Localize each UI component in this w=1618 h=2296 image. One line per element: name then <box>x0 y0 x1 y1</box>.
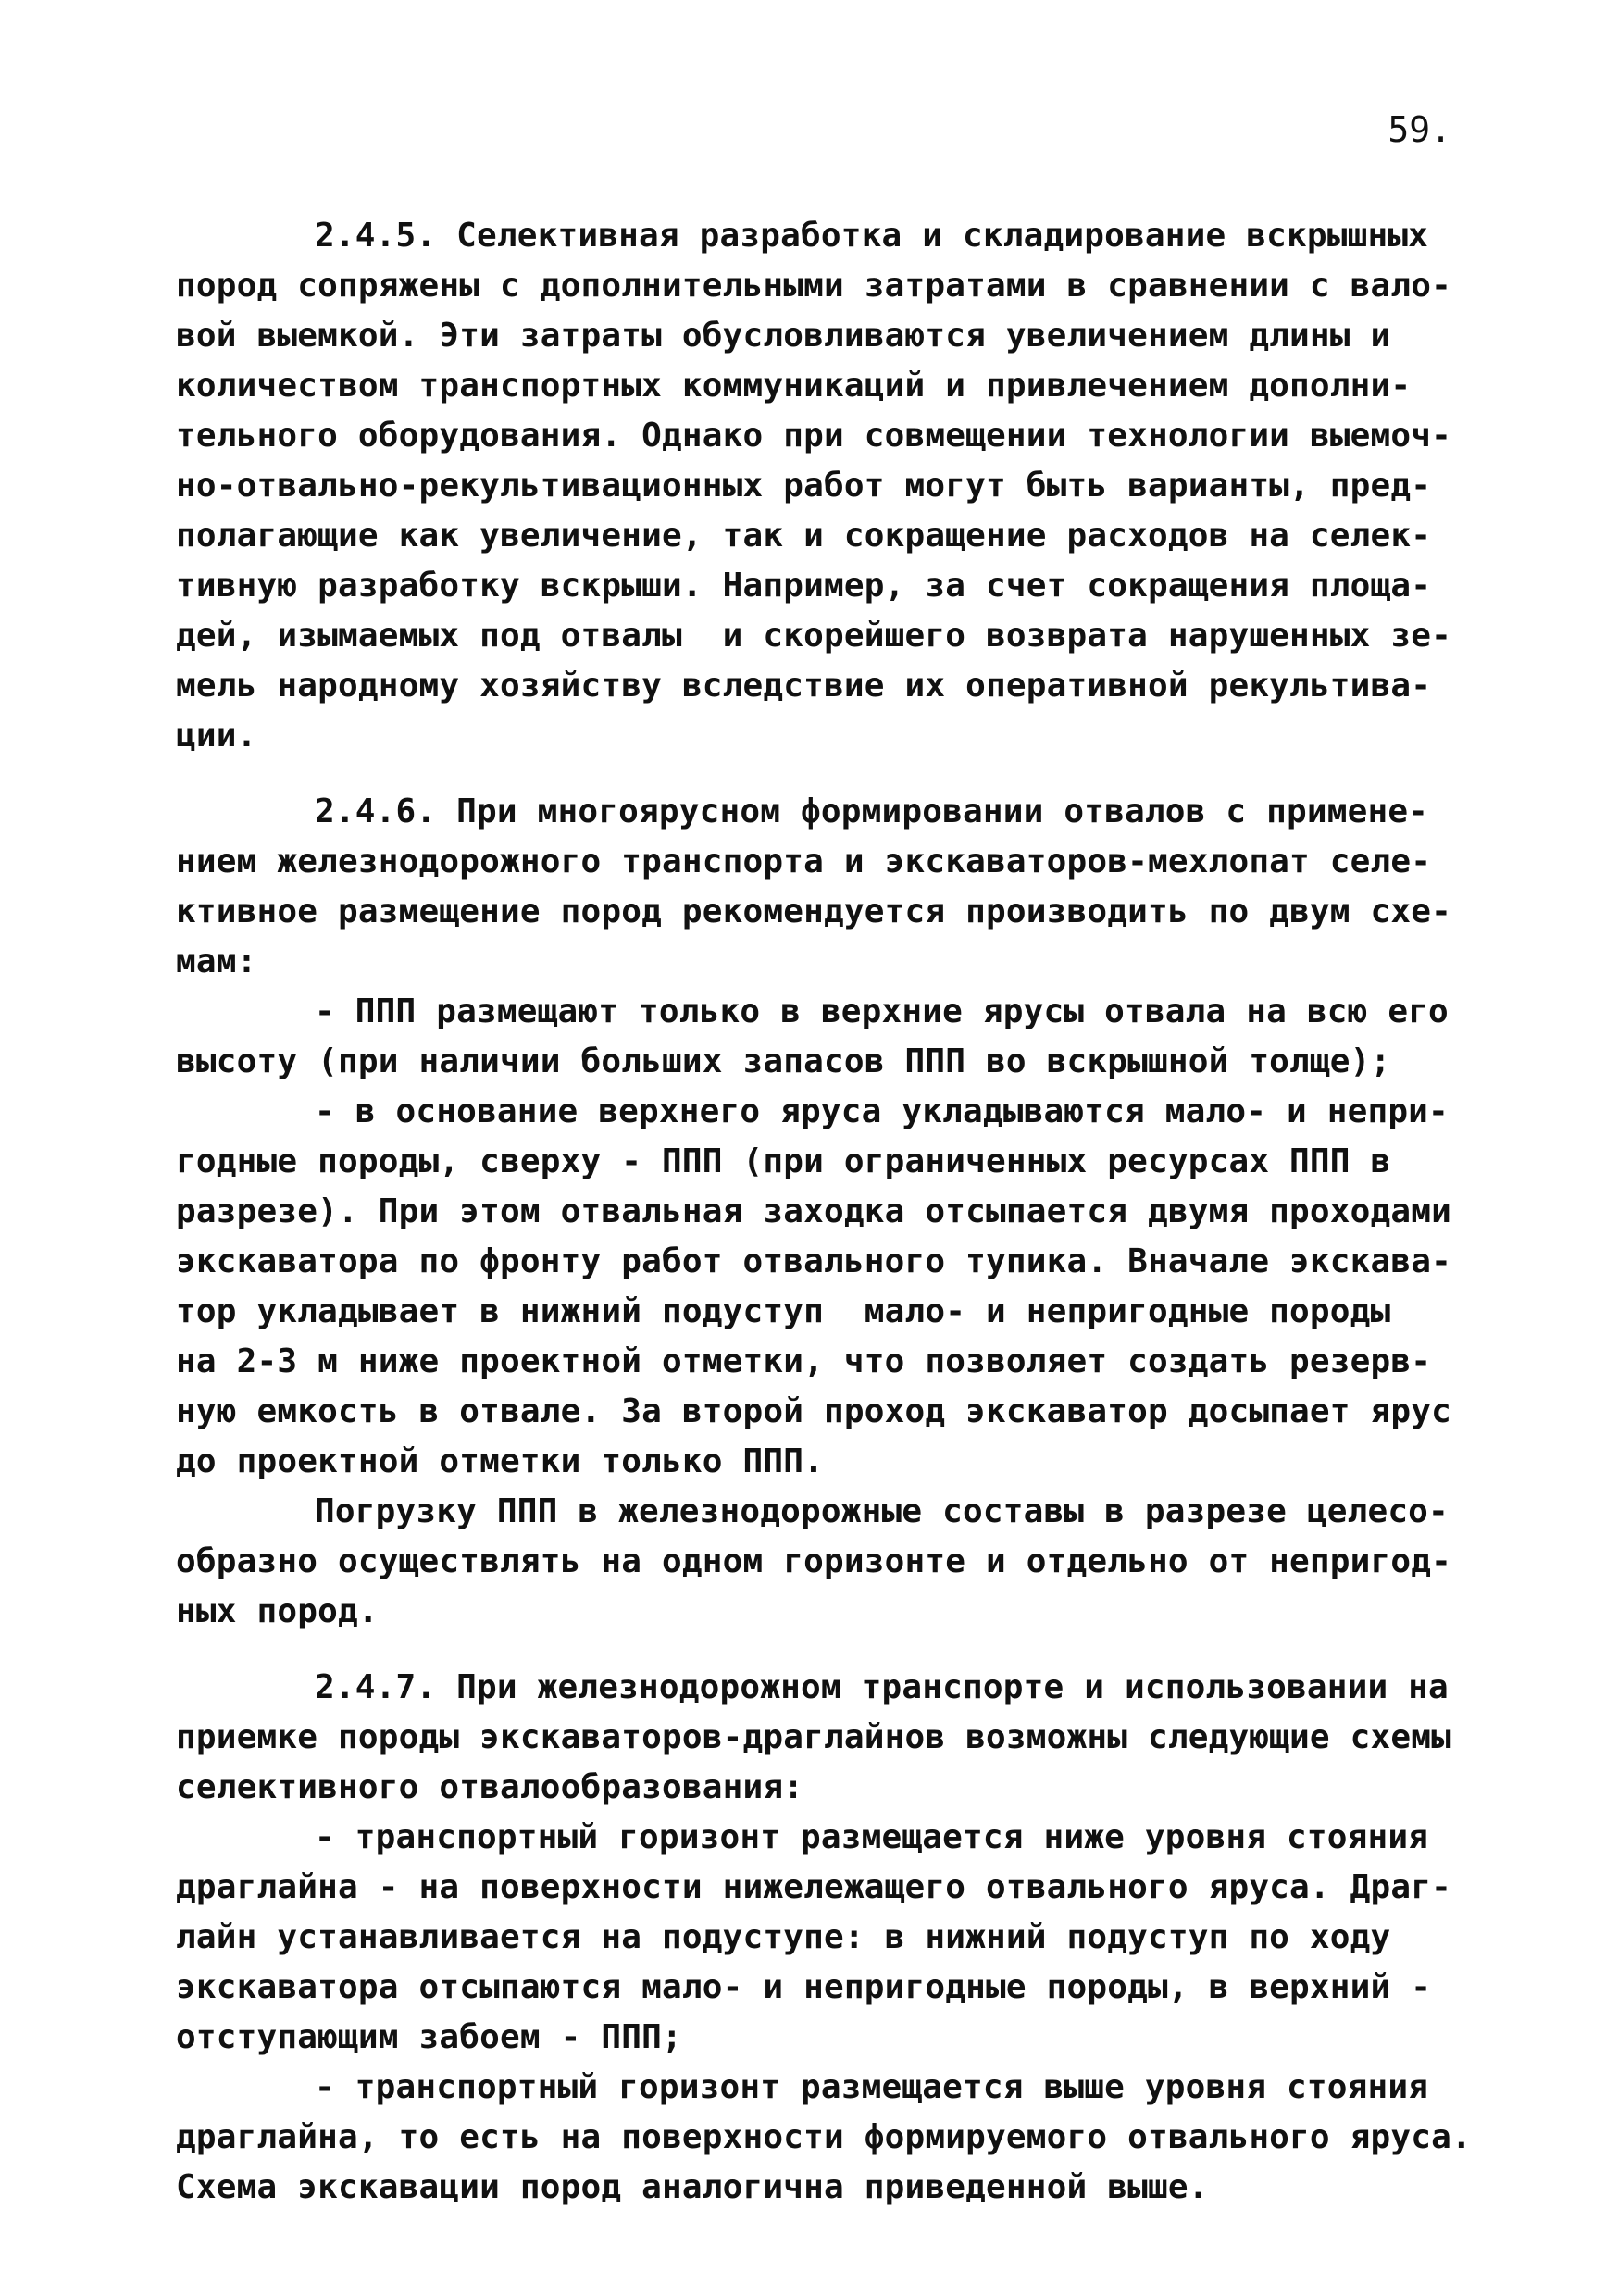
text-line: тельного оборудования. Однако при совмещении технологии выемоч- <box>176 417 1452 455</box>
paragraph-2-4-5 <box>176 211 1453 761</box>
text-line: тивную разработку вскрыши. Например, за счет сокращения площа- <box>176 567 1432 605</box>
text-line: вой выемкой. Эти затраты обусловливаются увеличением длины и <box>176 317 1391 355</box>
list-item-scheme-3 <box>176 1813 1453 2063</box>
text-line: высоту (при наличии больших запасов ППП во вскрышной толще); <box>176 1042 1391 1080</box>
text-line: 2.4.7. При железнодорожном транспорте и использовании на <box>315 1668 1449 1706</box>
page-number: 59. <box>1388 109 1451 150</box>
text-line: Погрузку ППП в железнодорожные составы в разрезе целесо- <box>315 1492 1449 1530</box>
paragraph-2-4-7 <box>176 1663 1453 1813</box>
text-line: пород сопряжены с дополнительными затратами в сравнении с вало- <box>176 267 1452 305</box>
text-line: тор укладывает в нижний подуступ мало- и непригодные породы <box>176 1292 1391 1330</box>
list-item-scheme-1 <box>176 987 1453 1087</box>
text-line: приемке породы экскаваторов-драглайнов возможны следующие схемы <box>176 1718 1452 1756</box>
text-line: драглайна - на поверхности нижележащего отвального яруса. Драг- <box>176 1868 1452 1906</box>
text-line: на 2-3 м ниже проектной отметки, что позволяет создать резерв- <box>176 1342 1432 1380</box>
text-line: нием железнодорожного транспорта и экскаваторов-мехлопат селе- <box>176 842 1432 880</box>
text-line: образно осуществлять на одном горизонте и отдельно от непригод- <box>176 1542 1452 1580</box>
text-line: - транспортный горизонт размещается ниже уровня стояния <box>315 1818 1429 1856</box>
text-line: мель народному хозяйству вследствие их оперативной рекультива- <box>176 667 1432 705</box>
text-line: - в основание верхнего яруса укладываются мало- и непри- <box>315 1092 1449 1130</box>
text-line: ную емкость в отвале. За второй проход экскаватор досыпает ярус <box>176 1392 1452 1430</box>
text-line: ктивное размещение пород рекомендуется производить по двум схе- <box>176 892 1452 930</box>
text-line: мам: <box>176 942 257 980</box>
paragraph-2-4-6 <box>176 787 1453 987</box>
list-item-scheme-4 <box>176 2063 1472 2213</box>
text-line: экскаватора отсыпаются мало- и непригодные породы, в верхний - <box>176 1968 1432 2006</box>
text-line: селективного отвалообразования: <box>176 1768 804 1806</box>
text-line: ции. <box>176 717 257 755</box>
text-line: - ППП размещают только в верхние ярусы отвала на всю его <box>315 992 1449 1030</box>
list-item-scheme-2 <box>176 1087 1453 1487</box>
text-line: экскаватора по фронту работ отвального тупика. Вначале экскава- <box>176 1242 1452 1280</box>
text-line: но-отвально-рекультивационных работ могут быть варианты, пред- <box>176 467 1432 505</box>
text-line: драглайна, то есть на поверхности формируемого отвального яруса. <box>176 2118 1472 2156</box>
text-line: разрезе). При этом отвальная заходка отсыпается двумя проходами <box>176 1192 1452 1230</box>
text-line: 2.4.6. При многоярусном формировании отвалов с примене- <box>315 792 1429 830</box>
text-line: отступающим забоем - ППП; <box>176 2018 682 2056</box>
text-line: лайн устанавливается на подуступе: в нижний подуступ по ходу <box>176 1918 1391 1956</box>
text-line: Схема экскавации пород аналогична приведенной выше. <box>176 2168 1209 2206</box>
paragraph-loading <box>176 1487 1453 1637</box>
text-line: до проектной отметки только ППП. <box>176 1442 824 1480</box>
text-line: ных пород. <box>176 1592 379 1630</box>
text-line: 2.4.5. Селективная разработка и складирование вскрышных <box>315 217 1429 255</box>
text-line: годные породы, сверху - ППП (при ограниченных ресурсах ППП в <box>176 1142 1391 1180</box>
text-line: количеством транспортных коммуникаций и привлечением дополни- <box>176 367 1412 405</box>
document-body <box>176 211 1472 2213</box>
text-line: дей, изымаемых под отвалы и скорейшего возврата нарушенных зе- <box>176 617 1452 655</box>
text-line: - транспортный горизонт размещается выше уровня стояния <box>315 2068 1429 2106</box>
text-line: полагающие как увеличение, так и сокращение расходов на селек- <box>176 517 1432 555</box>
